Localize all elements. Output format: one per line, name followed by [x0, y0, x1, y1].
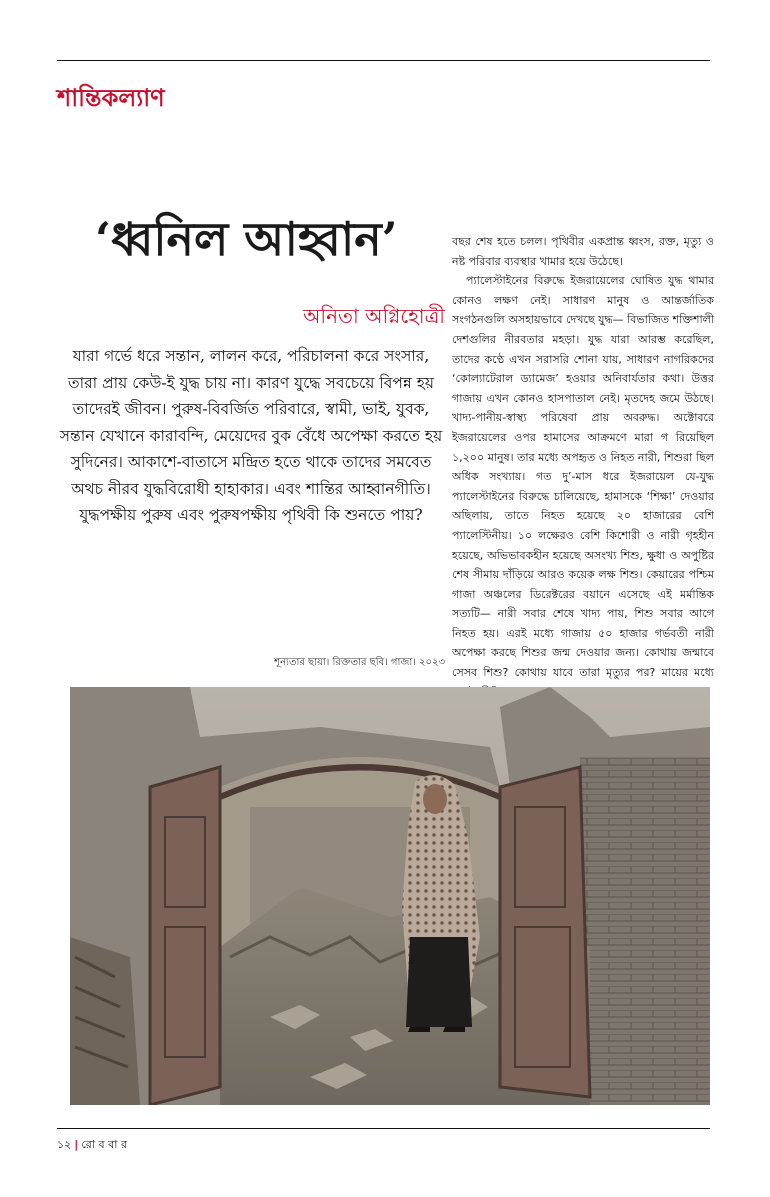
gaza-rubble-photo — [70, 687, 710, 1105]
photo-caption: শূন্যতার ছায়া। রিক্ততার ছবি। গাজা। ২০২৩ — [274, 657, 445, 668]
fallen-debris-left — [70, 937, 140, 1105]
page-number: ১২ — [57, 1138, 72, 1151]
magazine-name: রো ব বা র — [81, 1138, 128, 1151]
article-author: অনিতা অগ্নিহোত্রী — [303, 304, 445, 328]
article-intro — [57, 343, 445, 529]
right-gate-door — [500, 767, 590, 1097]
top-rule — [57, 60, 710, 61]
article-body — [452, 232, 714, 702]
block-wall — [580, 757, 710, 1105]
woman-black-dress — [406, 937, 472, 1027]
body-paragraph: বছর শেষ হতে চলল। পৃথিবীর একপ্রান্ত ধ্বংস, রক্ত, মৃত্যু ও নষ্ট পরিবার ব্যবস্থার খামার হয়ে উঠেছে। — [452, 235, 714, 268]
body-paragraph: প্যালেস্টাইনের বিরুদ্ধে ইজরায়েলের ঘোষিত যুদ্ধ থামার কোনও লক্ষণ নেই। সাধারণ মানুষ ও আন্তর্জাতিক সংগঠনগুলি অসহায়ভাবে দেখছে যুদ্ধ— বিভাজিত শক্তিশালী দেশগুলির নীরবতার মহড়া। যুদ্ধ যারা আরম্ভ করেছিল, তাদের কণ্ঠে এখন সরাসরি শোনা যায়, সাধারণ নাগরিকদের ‘কোল্যাটেরাল ড্যামেজ’ হওয়ার অনিবার্যতার কথা। উত্তর গাজায় এখন কোনও হাসপাতাল নেই। মৃতদেহ জমে উঠছে। খাদ্য-পানীয়-স্বাস্থ্য পরিষেবা প্রায় অবরুদ্ধ। অক্টোবরে ইজরায়েলের ওপর হামাসের আক্রমণে মারা গ রিয়েছিল ১,২০০ মানুষ। তার মধ্যে অপহৃত ও নিহত নারী, শিশুরা ছিল অধিক সংখ্যায়। গত দু’-মাস ধরে ইজরায়েল যে-যুদ্ধ প্যালেস্টাইনের বিরুদ্ধে চালিয়েছে, হামাসকে ‘শিক্ষা’ দেওয়ার অছিলায়, তাতে নিহত হয়েছে ২০ হাজারের বেশি প্যালেস্টিনীয়। ১০ লক্ষেরও বেশি কিশোরী ও নারী গৃহহীন হয়েছে, অভিভাবকহীন হয়েছে অসংখ্য শিশু, ক্ষুধা ও অপুষ্টির শেষ সীমায় দাঁড়িয়ে আরও কয়েক লক্ষ শিশু। কেয়ারের পশ্চিম গাজা অঞ্চলের ডিরেক্টরের বয়ানে এসেছে এই মর্মান্তিক সত্যটি— নারী সবার শেষে খাদ্য পায়, শিশু সবার আগে নিহত হয়। এরই মধ্যে গাজায় ৫০ হাজার গর্ভবতী নারী অপেক্ষা করছে শিশুর জন্ম দেওয়ার জন্য। কোথায় জন্মাবে সেসব শিশু? কোথায় যাবে তারা মৃত্যুর পর? মায়ের মধ্যে — [452, 274, 714, 680]
woman-face — [423, 784, 447, 814]
footer-separator: | — [74, 1138, 79, 1151]
article-title: ‘ধ্বনিল আহ্বান’ — [95, 212, 398, 266]
bottom-rule — [57, 1128, 710, 1129]
intro-text: যারা গর্ভে ধরে সন্তান, লালন করে, পরিচালনা করে সংসার, তারা প্রায় কেউ-ই যুদ্ধ চায় না। কারণ যুদ্ধে সবচেয়ে বিপন্ন হয় তাদেরই জীবন। পুরুষ-বিবর্জিত পরিবারে, স্বামী, ভাই, যুবক, সন্তান যেখানে কারাবন্দি, মেয়েদের বুক বেঁধে অপেক্ষা করতে হয় সুদিনের। আকাশে-বাতাসে মন্দ্রিত হতে থাকে তাদের সমবেত অথচ নীরব যুদ্ধবিরোধী হাহাকার। এবং শান্তির আহ্বানগীতি। যুদ্ধপক্ষীয় পুরুষ এবং পুরুষপক্ষীয় পৃথিবী কি শুনতে পায়? — [59, 347, 443, 524]
page-footer — [57, 1136, 127, 1155]
section-title: শান্তিকল্যাণ — [57, 83, 165, 112]
